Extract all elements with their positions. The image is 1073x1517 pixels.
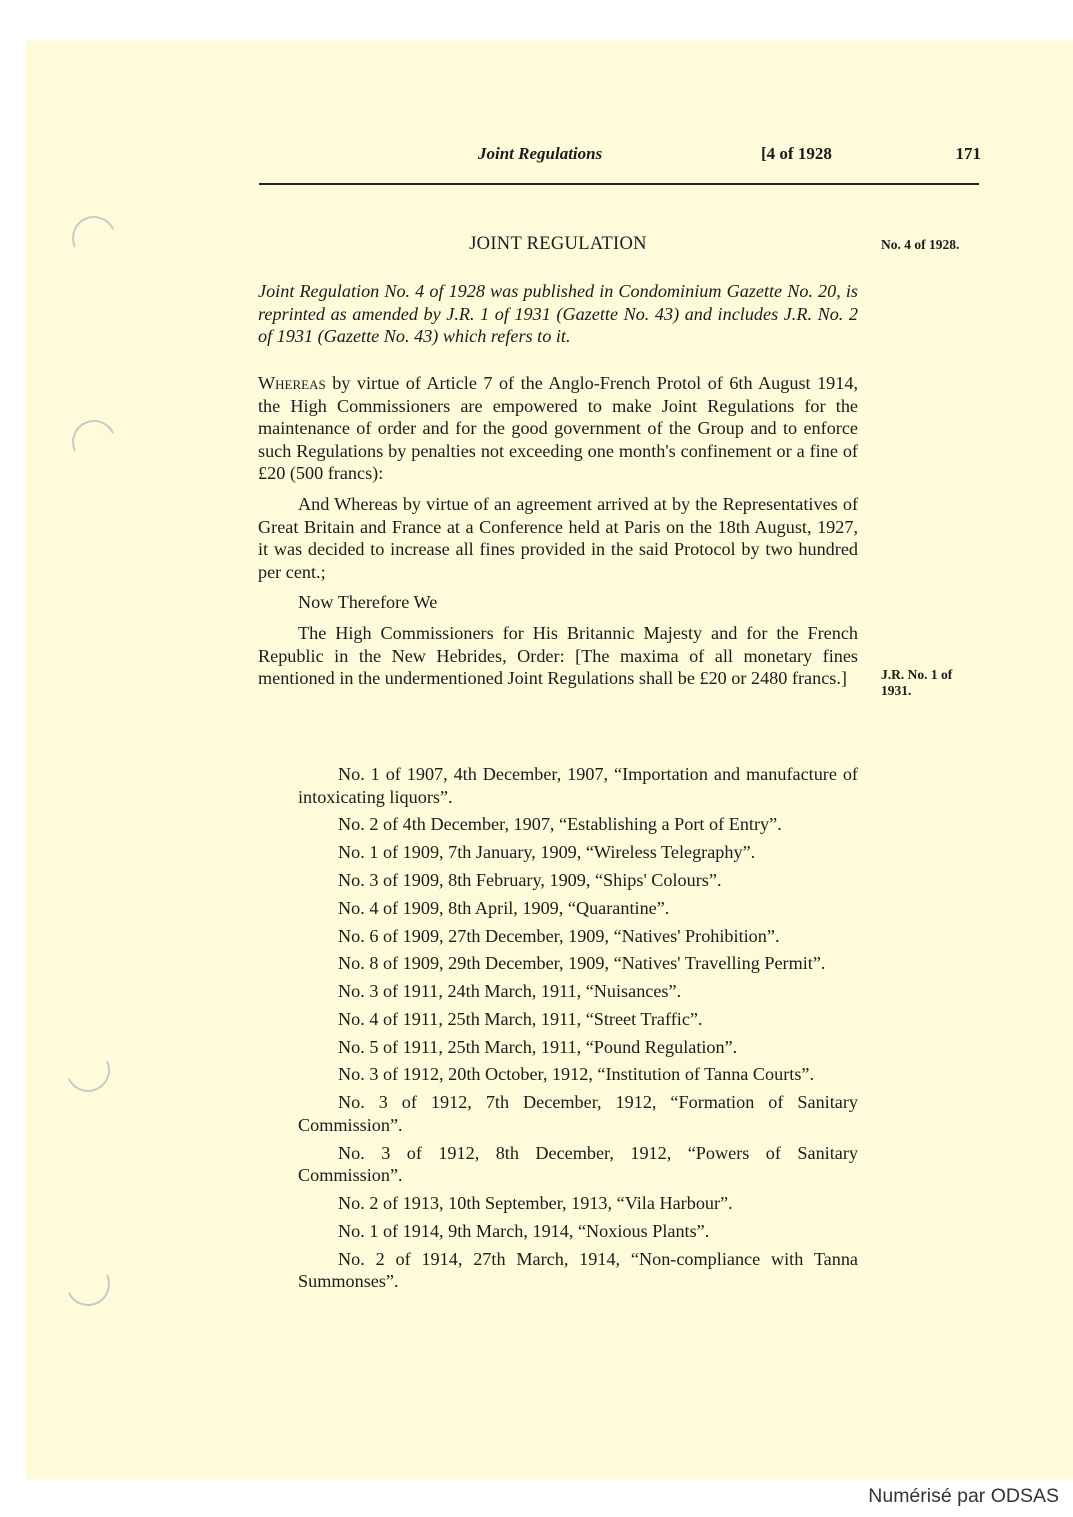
list-item: No. 2 of 1913, 10th September, 1913, “Vila Harbour”. (338, 1192, 733, 1213)
list-item: No. 3 of 1912, 7th December, 1912, “Formation of Sanitary Commission”. (298, 1092, 858, 1135)
whereas-paragraph-2: And Whereas by virtue of an agreement arrived at by the Representatives of Great Britain and France at a Conference held at Paris on the 18th August, 1927, it was decided to increase all fines provided in the said Protocol by two hundred per cent.; (258, 493, 858, 582)
page-number: 171 (955, 144, 981, 163)
margin-note: J.R. No. 1 of 1931. (881, 667, 953, 698)
header-title: Joint Regulations (478, 144, 603, 163)
intro-text: Joint Regulation No. 4 of 1928 was published in Condominium Gazette No. 20, is reprinted as amended by J.R. 1 of 1931 (Gazette No. 43) and includes J.R. No. 2 of 1931 (Gazette No. 43) which refers to it. (258, 281, 858, 347)
list-item: No. 3 of 1911, 24th March, 1911, “Nuisances”. (338, 981, 682, 1002)
preamble (258, 372, 858, 690)
list-item: No. 5 of 1911, 25th March, 1911, “Pound Regulation”. (338, 1036, 738, 1057)
running-header (478, 144, 981, 168)
list-item: No. 8 of 1909, 29th December, 1909, “Natives' Travelling Permit”. (338, 953, 826, 974)
whereas-paragraph (258, 372, 858, 485)
list-item: No. 3 of 1912, 20th October, 1912, “Institution of Tanna Courts”. (338, 1064, 815, 1085)
header-reference: [4 of 1928 (761, 144, 832, 163)
list-item: No. 1 of 1909, 7th January, 1909, “Wireless Telegraphy”. (338, 842, 756, 863)
list-item: No. 6 of 1909, 27th December, 1909, “Natives' Prohibition”. (338, 925, 780, 946)
whereas-text: by virtue of Article 7 of the Anglo-French Protol of 6th August 1914, the High Commissioners are empowered to make Joint Regulations for the maintenance of order and for the good government of the Group and to enforce such Regulations by penalties not exceeding one month's confinement or a fine of £20 (500 francs): (258, 373, 858, 484)
list-item: No. 2 of 4th December, 1907, “Establishing a Port of Entry”. (338, 814, 782, 835)
list-item: No. 3 of 1912, 8th December, 1912, “Powers of Sanitary Commission”. (298, 1142, 858, 1186)
digitization-credit: Numérisé par ODSAS (868, 1485, 1059, 1507)
regulation-list (298, 763, 858, 1298)
list-item: No. 2 of 1914, 27th March, 1914, “Non-compliance with Tanna Summonses”. (298, 1248, 858, 1292)
whereas-word: Whereas (258, 373, 326, 393)
list-item: No. 4 of 1911, 25th March, 1911, “Street Traffic”. (338, 1008, 703, 1029)
list-item: No. 1 of 1907, 4th December, 1907, “Importation and manufacture of intoxicating liquors”. (298, 764, 858, 807)
margin-note: No. 4 of 1928. (881, 237, 960, 252)
header-rule (259, 183, 979, 185)
document-heading: JOINT REGULATION (469, 234, 647, 254)
intro-paragraph (258, 280, 858, 348)
list-item: No. 1 of 1914, 9th March, 1914, “Noxious Plants”. (338, 1220, 710, 1241)
list-item: No. 4 of 1909, 8th April, 1909, “Quarantine”. (338, 897, 670, 918)
now-therefore: Now Therefore We (298, 592, 438, 613)
order-paragraph: The High Commissioners for His Britannic Majesty and for the French Republic in the New Hebrides, Order: [The maxima of all monetary fines mentioned in the undermentioned Joint Regulations shall be £20 or 2480 francs.] (258, 622, 858, 689)
list-item: No. 3 of 1909, 8th February, 1909, “Ships' Colours”. (338, 869, 722, 890)
